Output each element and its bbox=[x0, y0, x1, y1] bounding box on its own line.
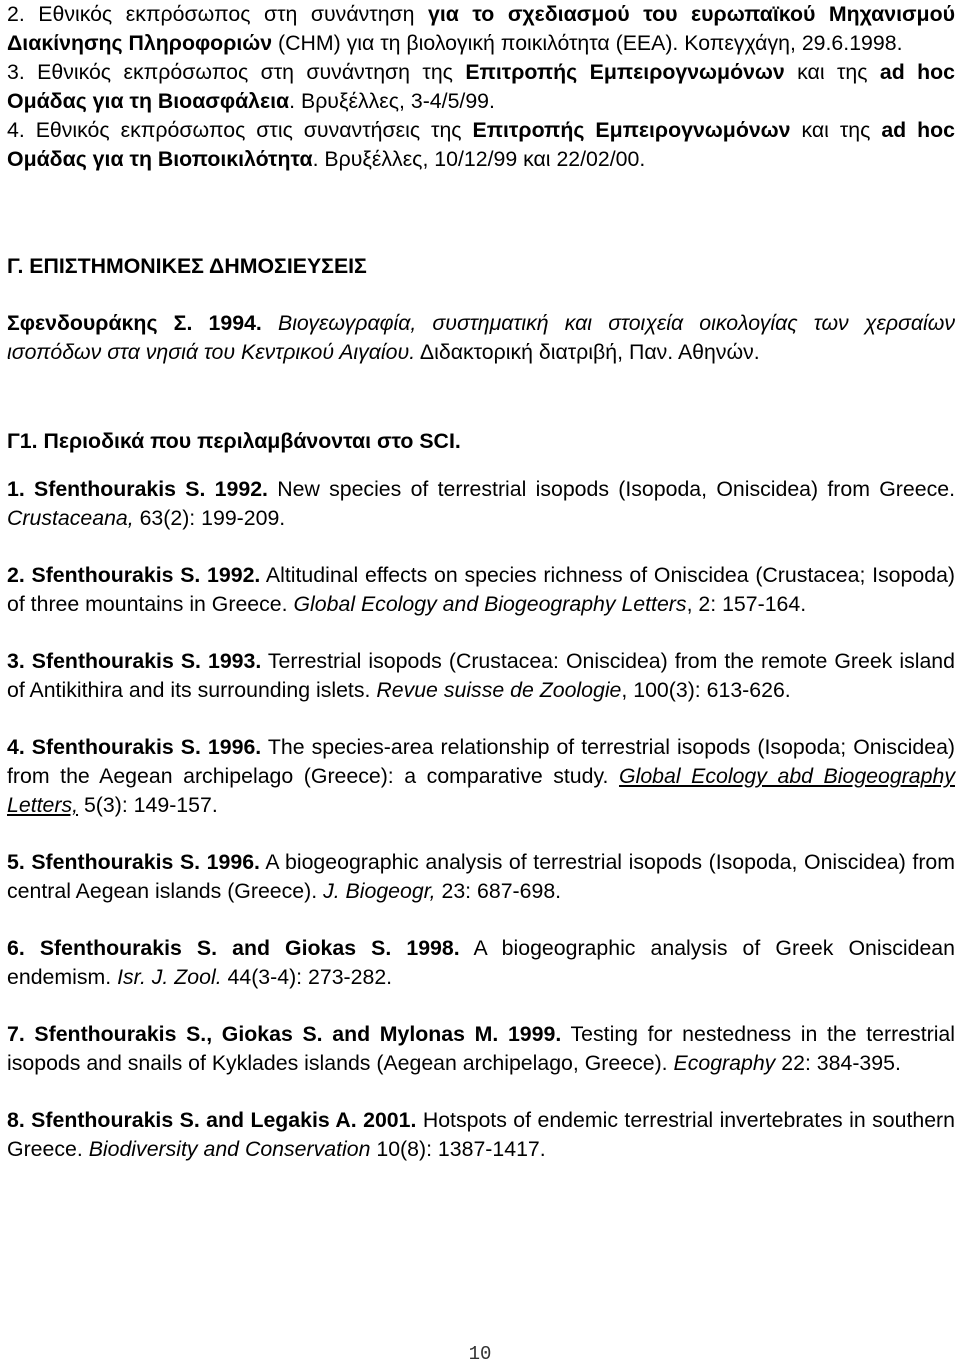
reference-1: 1. Sfenthourakis S. 1992. New species of terrestrial isopods (Isopoda, Oniscidea) from Greece. Crustaceana, 63(2): 199-209. bbox=[7, 477, 955, 530]
reference-8: 8. Sfenthourakis S. and Legakis A. 2001. Hotspots of endemic terrestrial invertebrates in southern Greece. Biodiversity and Conservation 10(8): 1387-1417. bbox=[7, 1108, 955, 1161]
document-page bbox=[7, 0, 955, 1164]
reference-6: 6. Sfenthourakis S. and Giokas S. 1998. A biogeographic analysis of Greek Oniscidean endemism. Isr. J. Zool. 44(3-4): 273-282. bbox=[7, 936, 955, 989]
reference-3: 3. Sfenthourakis S. 1993. Terrestrial isopods (Crustacea: Oniscidea) from the remote Greek island of Antikithira and its surrounding islets. Revue suisse de Zoologie, 100(3): 613-626. bbox=[7, 649, 955, 702]
reference-4: 4. Sfenthourakis S. 1996. The species-area relationship of terrestrial isopods (Isopoda; Oniscidea) from the Aegean archipelago (Greece): a comparative study. Global Ecology abd Biogeography Letters, 5(3): 149-157. bbox=[7, 735, 956, 817]
list-item-4: 4. Εθνικός εκπρόσωπος στις συναντήσεις της Επιτροπής Εμπειρογνωμόνων και της ad hoc Ομάδας για τη Βιοποικιλότητα. Βρυξέλλες, 10/12/99 και 22/02/00. bbox=[7, 118, 955, 171]
list-item-3: 3. Εθνικός εκπρόσωπος στη συνάντηση της Επιτροπής Εμπειρογνωμόνων και της ad hoc Ομάδας για τη Βιοασφάλεια. Βρυξέλλες, 3-4/5/99. bbox=[7, 60, 955, 113]
reference-7: 7. Sfenthourakis S., Giokas S. and Mylonas M. 1999. Testing for nestedness in the terrestrial isopods and snails of Kyklades islands (Aegean archipelago, Greece). Ecography 22: 384-395. bbox=[7, 1022, 956, 1075]
section-heading: Γ. ΕΠΙΣΤΗΜΟΝΙΚΕΣ ΔΗΜΟΣΙΕΥΣΕΙΣ bbox=[7, 254, 367, 278]
reference-5: 5. Sfenthourakis S. 1996. A biogeographic analysis of terrestrial isopods (Isopoda, Oniscidea) from central Aegean islands (Greece). J. Biogeogr, 23: 687-698. bbox=[7, 850, 955, 903]
reference-2: 2. Sfenthourakis S. 1992. Altitudinal effects on species richness of Oniscidea (Crustacea; Isopoda) of three mountains in Greece. Global Ecology and Biogeography Letters, 2: 157-164. bbox=[7, 563, 955, 616]
thesis-entry: Σφενδουράκης Σ. 1994. Βιογεωγραφία, συστηματική και στοιχεία οικολογίας των χερσαίων ισοπόδων στα νησιά του Κεντρικού Αιγαίου. Διδακτορική διατριβή, Παν. Αθηνών. bbox=[7, 311, 955, 364]
page-number: 10 bbox=[468, 1343, 492, 1365]
subsection-heading: Γ1. Περιοδικά που περιλαμβάνονται στο SCI. bbox=[7, 429, 461, 453]
list-item-2: 2. Εθνικός εκπρόσωπος στη συνάντηση για το σχεδιασμού του ευρωπαϊκού Μηχανισμού Διακίνησης Πληροφοριών (CHM) για τη βιολογική ποικιλότητα (ΕΕΑ). Κοπεγχάγη, 29.6.1998. bbox=[7, 2, 955, 55]
